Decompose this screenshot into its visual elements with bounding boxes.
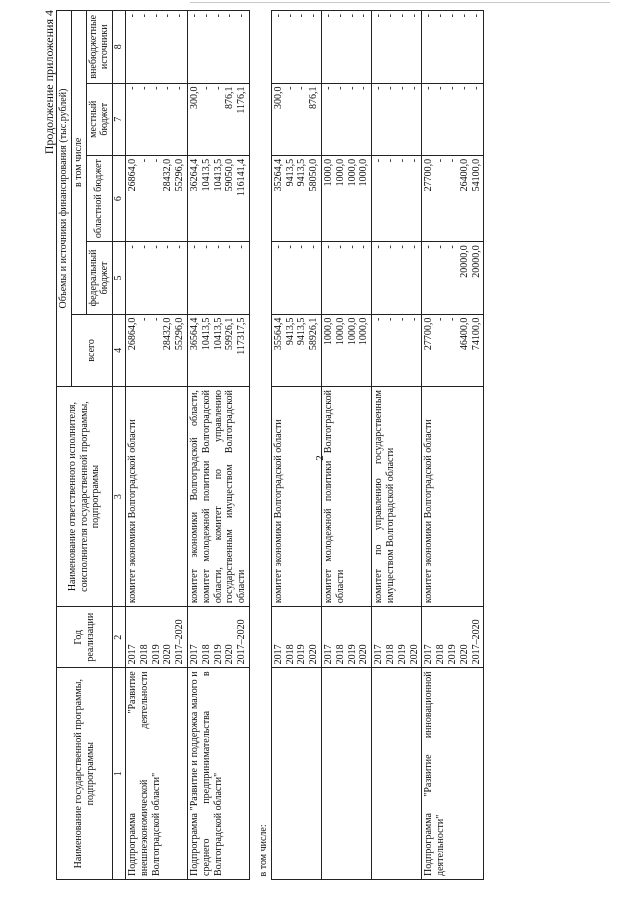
column-number: 4 — [113, 314, 126, 386]
program-name-cell — [321, 668, 371, 880]
cell-value: - — [272, 14, 284, 18]
page-number: 2 — [314, 455, 326, 461]
executor-cell — [125, 387, 187, 607]
cell-value: - — [150, 14, 162, 18]
cell-value: - — [396, 14, 408, 18]
cell-value: - — [435, 158, 447, 163]
column-number: 2 — [113, 607, 126, 668]
cell-value: - — [138, 245, 150, 249]
cell-value: - — [212, 14, 224, 18]
cell-value: - — [200, 14, 212, 18]
cell-value: 1000,0 — [322, 317, 334, 346]
year-cell — [372, 607, 422, 668]
cell-value: 74100,0 — [470, 317, 482, 351]
cell-value: - — [458, 86, 470, 90]
cell-value: - — [358, 14, 370, 18]
cell-value: - — [322, 86, 334, 90]
executor-cell — [422, 387, 484, 607]
extra-cell — [125, 11, 187, 84]
cell-value: - — [346, 14, 358, 18]
cell-value: 58050,0 — [308, 158, 320, 192]
cell-value: - — [284, 245, 296, 249]
cell-value: 2017 — [322, 644, 334, 665]
cell-value: 1000,0 — [334, 158, 346, 187]
cell-value: - — [435, 14, 447, 18]
cell-value: 46400,0 — [458, 317, 470, 351]
cell-value: 2019 — [212, 644, 224, 665]
financing-table — [56, 10, 484, 880]
cell-value: - — [435, 245, 447, 249]
regional-cell — [321, 155, 371, 241]
local-cell — [125, 83, 187, 155]
cell-value: - — [200, 86, 212, 90]
header-total: всего — [71, 314, 112, 386]
cell-value: - — [396, 317, 408, 321]
cell-text: Подпрограмма "Развитие инновационной деятельности" — [423, 671, 447, 876]
cell-value: - — [150, 245, 162, 249]
year-cell — [187, 607, 249, 668]
federal-cell — [321, 242, 371, 314]
cell-value: - — [174, 14, 186, 18]
cell-value: - — [396, 86, 408, 90]
year-cell — [422, 607, 484, 668]
cell-value: - — [373, 86, 385, 90]
cell-value: - — [423, 14, 435, 18]
cell-value: 2019 — [396, 644, 408, 665]
top-border-line — [190, 2, 610, 3]
cell-value: - — [322, 245, 334, 249]
column-number: 6 — [113, 155, 126, 241]
cell-value: - — [334, 86, 346, 90]
cell-value: 300,0 — [188, 86, 200, 110]
cell-value: 2018 — [138, 644, 150, 665]
cell-value: - — [470, 86, 482, 90]
total-cell — [187, 314, 249, 386]
cell-value: 2017 — [126, 644, 138, 665]
cell-value: - — [384, 14, 396, 18]
cell-value: 1000,0 — [346, 317, 358, 346]
cell-value: - — [150, 317, 162, 321]
cell-text: Подпрограмма "Развитие внешнеэкономической деятельности Волгоградской области" — [126, 671, 162, 876]
table-row — [271, 11, 321, 880]
cell-value: - — [384, 158, 396, 163]
cell-value: - — [138, 86, 150, 90]
cell-value: - — [435, 86, 447, 90]
cell-value: 876,1 — [308, 86, 320, 110]
executor-cell — [271, 387, 321, 607]
cell-value: 2019 — [446, 644, 458, 665]
cell-value: - — [296, 86, 308, 90]
cell-value: 10413,5 — [212, 317, 224, 351]
cell-value: - — [162, 14, 174, 18]
cell-value: 1000,0 — [346, 158, 358, 187]
cell-value: 2020 — [408, 644, 420, 665]
cell-value: - — [358, 86, 370, 90]
cell-value: - — [373, 245, 385, 249]
header-regional: областной бюджет — [86, 155, 113, 241]
cell-value: - — [470, 14, 482, 18]
cell-value: - — [446, 317, 458, 321]
cell-value: 2020 — [308, 644, 320, 665]
extra-cell — [372, 11, 422, 84]
cell-value: - — [384, 317, 396, 321]
program-name-cell — [125, 668, 187, 880]
cell-value: 54100,0 — [470, 158, 482, 192]
cell-value: - — [334, 14, 346, 18]
cell-value: - — [446, 14, 458, 18]
cell-value: 2019 — [150, 644, 162, 665]
cell-value: - — [408, 245, 420, 249]
federal-cell — [187, 242, 249, 314]
column-numbers-row — [113, 11, 126, 880]
cell-text: комитет экономики Волгоградской области — [126, 419, 138, 604]
header-year: Год реализации — [57, 607, 113, 668]
executor-cell — [187, 387, 249, 607]
cell-value: 26864,0 — [126, 317, 138, 351]
cell-value: 2020 — [162, 644, 174, 665]
cell-value: - — [174, 245, 186, 249]
year-cell — [321, 607, 371, 668]
table-row — [321, 11, 371, 880]
cell-value: - — [296, 14, 308, 18]
cell-text: Подпрограмма "Развитие и поддержка малого и среднего предпринимательства в Волгоградской области" — [188, 671, 224, 876]
cell-value: - — [212, 245, 224, 249]
extra-cell — [187, 11, 249, 84]
cell-value: 2017–2020 — [236, 619, 248, 665]
cell-value: - — [408, 317, 420, 321]
cell-value: 2019 — [296, 644, 308, 665]
cell-value: - — [396, 245, 408, 249]
cell-value: 9413,5 — [284, 317, 296, 346]
local-cell — [372, 83, 422, 155]
cell-value: 10413,5 — [200, 158, 212, 192]
cell-value: 1000,0 — [322, 158, 334, 187]
cell-value: 59926,1 — [224, 317, 236, 351]
header-local: местный бюджет — [86, 83, 113, 155]
cell-value: - — [162, 245, 174, 249]
cell-text: комитет по управлению государственным имуществом Волгоградской области — [373, 390, 396, 604]
cell-value: - — [446, 86, 458, 90]
federal-cell — [125, 242, 187, 314]
cell-value: 58926,1 — [308, 317, 320, 351]
cell-value: - — [200, 245, 212, 249]
cell-value: 1000,0 — [358, 317, 370, 346]
cell-value: 2017 — [373, 644, 385, 665]
cell-value: 2017 — [272, 644, 284, 665]
cell-value: - — [358, 245, 370, 249]
cell-value: 300,0 — [272, 86, 284, 110]
subheading: в том числе: — [249, 11, 271, 880]
table-row — [187, 11, 249, 880]
extra-cell — [271, 11, 321, 84]
cell-value: - — [138, 158, 150, 163]
cell-value: - — [408, 86, 420, 90]
cell-value: 9413,5 — [284, 158, 296, 187]
cell-value: 9413,5 — [296, 158, 308, 187]
cell-value: - — [308, 245, 320, 249]
cell-value: 28432,0 — [162, 317, 174, 351]
header-financing-group: Объемы и источники финансирования (тыс.рублей) — [57, 11, 72, 387]
program-name-cell — [271, 668, 321, 880]
column-number: 8 — [113, 11, 126, 84]
cell-value: - — [423, 86, 435, 90]
header-executor: Наименование ответственного исполнителя, соисполнителя государственной программы, подпрограммы — [57, 387, 113, 607]
cell-value: 36564,4 — [188, 317, 200, 351]
cell-value: - — [188, 14, 200, 18]
federal-cell — [271, 242, 321, 314]
cell-value: 20000,0 — [458, 245, 470, 278]
cell-value: - — [346, 86, 358, 90]
cell-value: 116141,4 — [236, 158, 248, 197]
appendix-caption: Продолжение приложения 4 — [42, 10, 56, 155]
cell-value: - — [373, 158, 385, 163]
cell-value: 2019 — [346, 644, 358, 665]
cell-value: 27700,0 — [423, 317, 435, 351]
cell-value: - — [138, 317, 150, 321]
federal-cell — [372, 242, 422, 314]
cell-value: 2017–2020 — [470, 619, 482, 665]
cell-value: - — [446, 245, 458, 249]
cell-value: 2018 — [384, 644, 396, 665]
cell-text: комитет экономики Волгоградской области — [423, 419, 435, 604]
column-number: 5 — [113, 242, 126, 314]
cell-value: 55296,0 — [174, 158, 186, 192]
total-cell — [422, 314, 484, 386]
cell-value: - — [373, 317, 385, 321]
cell-value: 35564,4 — [272, 317, 284, 351]
cell-value: 2018 — [435, 644, 447, 665]
cell-value: 2020 — [458, 644, 470, 665]
cell-value: 2020 — [224, 644, 236, 665]
program-name-cell — [372, 668, 422, 880]
table-row — [125, 11, 187, 880]
cell-value: 1000,0 — [334, 317, 346, 346]
cell-value: - — [236, 245, 248, 249]
cell-value: - — [224, 14, 236, 18]
cell-value: - — [272, 245, 284, 249]
cell-value: 2017–2020 — [174, 619, 186, 665]
cell-value: 59050,0 — [224, 158, 236, 192]
column-number: 1 — [113, 668, 126, 880]
total-cell — [321, 314, 371, 386]
cell-value: - — [408, 158, 420, 163]
cell-text: комитет молодежной политики Волгоградской области — [322, 390, 346, 604]
cell-value: 10413,5 — [212, 158, 224, 192]
year-cell — [271, 607, 321, 668]
cell-value: - — [284, 14, 296, 18]
cell-value: 2018 — [200, 644, 212, 665]
cell-value: 26400,0 — [458, 158, 470, 192]
regional-cell — [271, 155, 321, 241]
cell-value: 27700,0 — [423, 158, 435, 192]
extra-cell — [321, 11, 371, 84]
header-program-name: Наименование государственной программы, подпрограммы — [57, 668, 113, 880]
local-cell — [187, 83, 249, 155]
total-cell — [372, 314, 422, 386]
regional-cell — [187, 155, 249, 241]
total-cell — [125, 314, 187, 386]
cell-value: - — [396, 158, 408, 163]
table-row — [372, 11, 422, 880]
header-extra: внебюджетные источники — [86, 11, 113, 84]
cell-value: 876,1 — [224, 86, 236, 110]
cell-value: 2018 — [334, 644, 346, 665]
cell-value: - — [296, 245, 308, 249]
cell-value: - — [236, 14, 248, 18]
subheading-row — [249, 11, 271, 880]
cell-value: - — [373, 14, 385, 18]
cell-value: - — [150, 158, 162, 163]
cell-value: - — [346, 245, 358, 249]
cell-value: - — [408, 14, 420, 18]
column-number: 7 — [113, 83, 126, 155]
cell-value: - — [423, 245, 435, 249]
cell-value: 2020 — [358, 644, 370, 665]
cell-text: комитет экономики Волгоградской области, комитет молодежной политики Волгоградской области, комитет по управлению государственным имуществом Волгоградской области — [188, 390, 248, 604]
program-name-cell — [187, 668, 249, 880]
cell-text: комитет экономики Волгоградской области — [272, 419, 284, 604]
program-name-cell — [422, 668, 484, 880]
table-row — [422, 11, 484, 880]
federal-cell — [422, 242, 484, 314]
rotated-page — [42, 10, 602, 880]
cell-value: 55296,0 — [174, 317, 186, 351]
regional-cell — [422, 155, 484, 241]
local-cell — [321, 83, 371, 155]
cell-value: 28432,0 — [162, 158, 174, 192]
cell-value: - — [446, 158, 458, 163]
cell-value: - — [162, 86, 174, 90]
cell-value: - — [150, 86, 162, 90]
cell-value: 1000,0 — [358, 158, 370, 187]
column-number: 3 — [113, 387, 126, 607]
cell-value: - — [212, 86, 224, 90]
cell-value: - — [334, 245, 346, 249]
cell-value: 26864,0 — [126, 158, 138, 192]
cell-value: 9413,5 — [296, 317, 308, 346]
total-cell — [271, 314, 321, 386]
cell-value: - — [138, 14, 150, 18]
header-in-that-number: в том числе — [71, 11, 86, 315]
cell-value: 2018 — [284, 644, 296, 665]
cell-value: - — [458, 14, 470, 18]
cell-value: 35264,4 — [272, 158, 284, 192]
cell-value: 2017 — [423, 644, 435, 665]
cell-value: - — [224, 245, 236, 249]
cell-value: - — [126, 86, 138, 90]
regional-cell — [372, 155, 422, 241]
cell-value: 2017 — [188, 644, 200, 665]
local-cell — [271, 83, 321, 155]
local-cell — [422, 83, 484, 155]
cell-value: 10413,5 — [200, 317, 212, 351]
cell-value: 20000,0 — [470, 245, 482, 278]
regional-cell — [125, 155, 187, 241]
cell-value: - — [174, 86, 186, 90]
cell-value: - — [126, 14, 138, 18]
year-cell — [125, 607, 187, 668]
cell-value: - — [188, 245, 200, 249]
cell-value: - — [308, 14, 320, 18]
cell-value: - — [126, 245, 138, 249]
cell-value: - — [284, 86, 296, 90]
executor-cell — [321, 387, 371, 607]
cell-value: - — [322, 14, 334, 18]
cell-value: 1176,1 — [236, 86, 248, 114]
cell-value: - — [384, 245, 396, 249]
header-federal: федеральный бюджет — [86, 242, 113, 314]
extra-cell — [422, 11, 484, 84]
cell-value: - — [435, 317, 447, 321]
cell-value: 36264,4 — [188, 158, 200, 192]
executor-cell — [372, 387, 422, 607]
cell-value: 117317,5 — [236, 317, 248, 355]
cell-value: - — [384, 86, 396, 90]
